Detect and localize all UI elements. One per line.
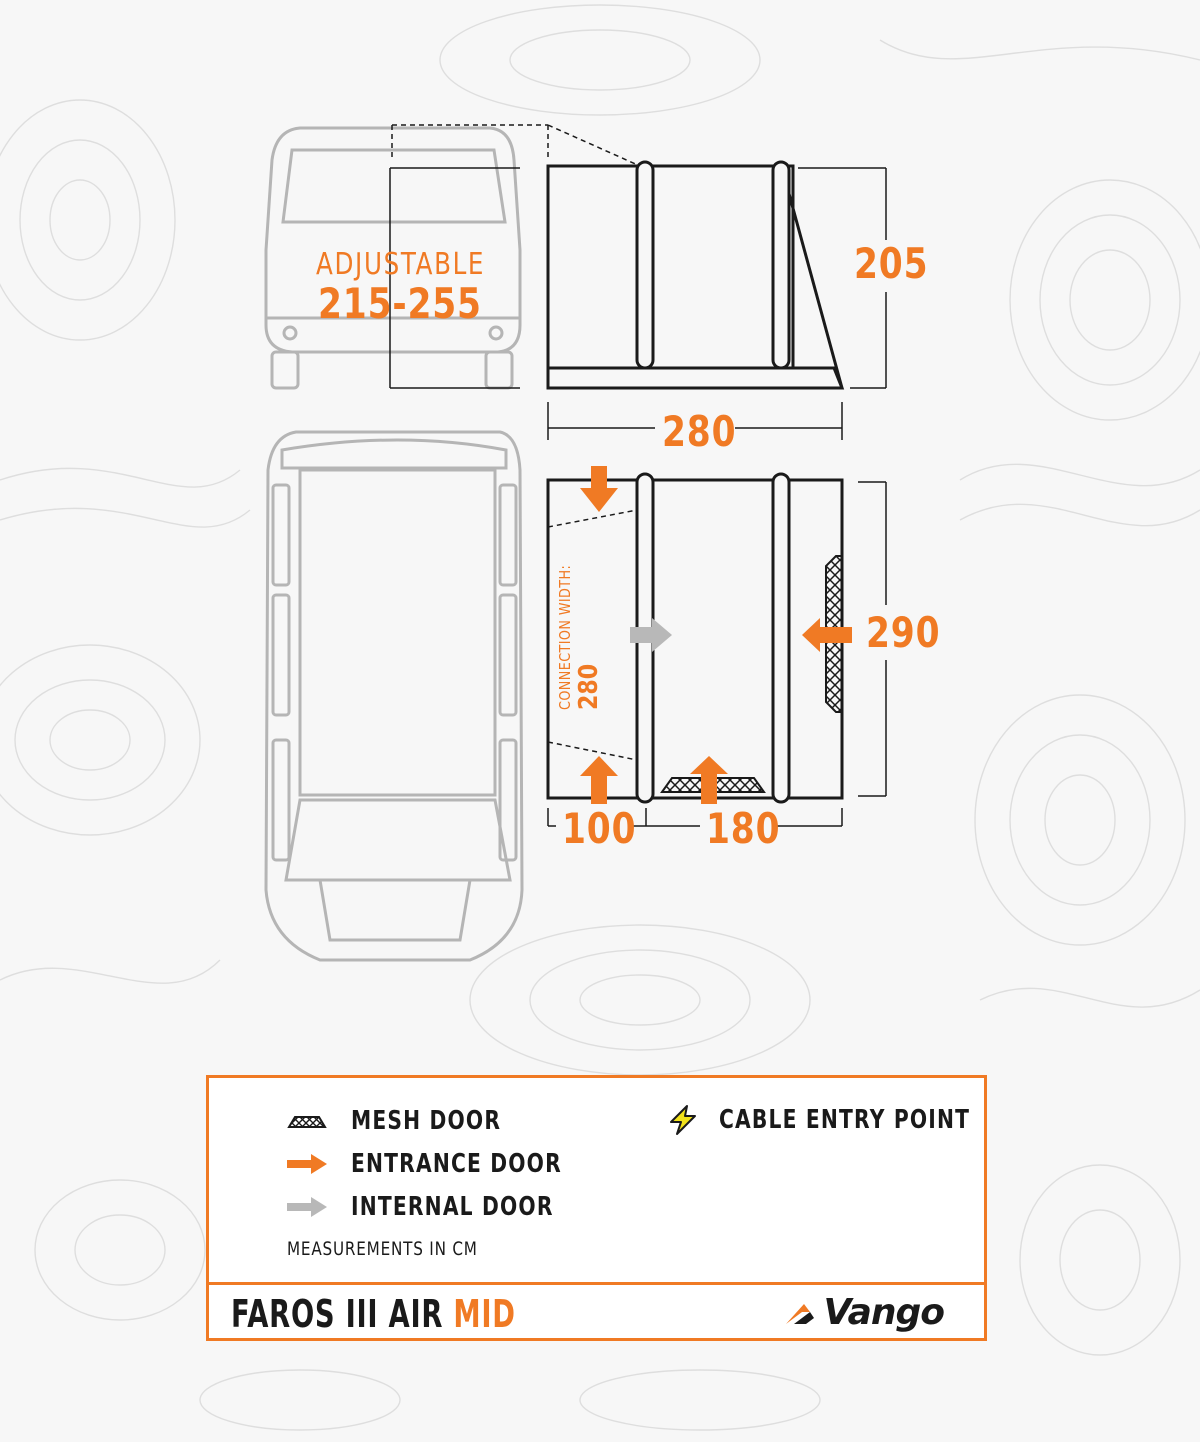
- mesh-door-icon: [285, 1109, 329, 1133]
- adjustable-label: ADJUSTABLE: [316, 247, 486, 282]
- entrance-door-arrow-icon: [285, 1152, 329, 1176]
- entrance-door-arrow-top-left: [580, 466, 618, 512]
- section-right-value: 180: [706, 804, 781, 853]
- legend-box: [206, 1075, 987, 1341]
- legend-label-entrance-door: ENTRANCE DOOR: [351, 1149, 562, 1179]
- connection-guide: [392, 125, 640, 166]
- measurements-note: MEASUREMENTS IN CM: [287, 1238, 478, 1260]
- section-left-value: 100: [562, 804, 637, 853]
- product-name: FAROS III AIR: [231, 1292, 444, 1336]
- connection-width-label: [556, 539, 604, 710]
- internal-door-arrow-icon: [285, 1195, 329, 1219]
- brand-logo: [784, 1292, 945, 1333]
- van-top-view: [266, 432, 522, 960]
- connection-width-title: CONNECTION WIDTH:: [556, 564, 574, 710]
- cable-entry-icon: [665, 1104, 701, 1136]
- legend-item-cable-entry: [665, 1104, 1041, 1136]
- vango-mountain-icon: [784, 1298, 824, 1328]
- legend-label-mesh-door: MESH DOOR: [351, 1106, 502, 1136]
- width-value: 280: [662, 407, 737, 456]
- product-variant: MID: [453, 1292, 516, 1336]
- legend-item-entrance-door: [285, 1149, 621, 1179]
- product-title: [231, 1292, 516, 1336]
- height-value: 205: [854, 239, 929, 288]
- brand-name: Vango: [823, 1292, 944, 1333]
- legend-label-cable-entry: CABLE ENTRY POINT: [719, 1105, 971, 1135]
- depth-value: 290: [866, 608, 941, 657]
- legend-divider: [209, 1282, 984, 1285]
- legend-item-mesh-door: [285, 1106, 543, 1136]
- legend-label-internal-door: INTERNAL DOOR: [351, 1192, 554, 1222]
- connection-width-value: 280: [574, 663, 604, 710]
- legend-item-internal-door: [285, 1192, 611, 1222]
- vehicle-height-value: 215-255: [318, 279, 482, 328]
